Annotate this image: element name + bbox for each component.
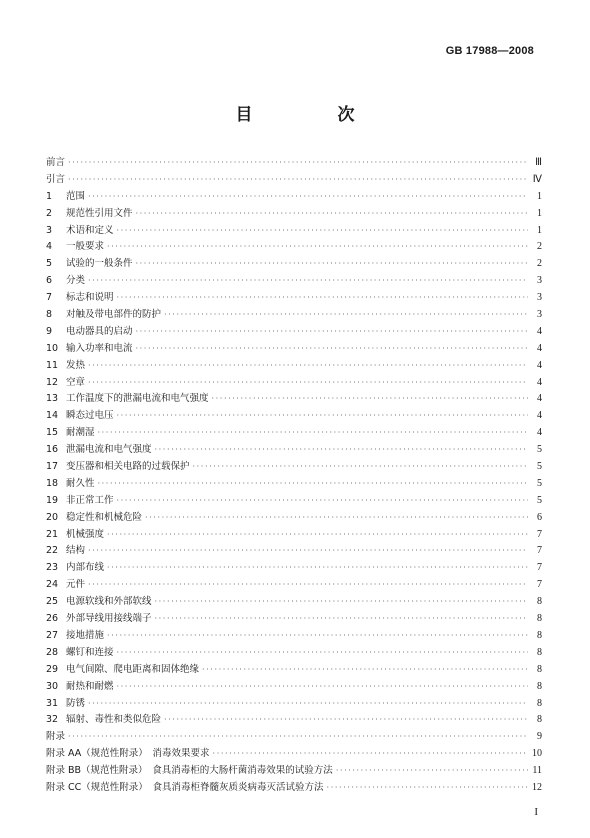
toc-entry-page: 5 xyxy=(537,494,542,506)
toc-entry-page: 11 xyxy=(532,765,542,777)
dot-leader xyxy=(88,375,528,392)
toc-entry-title: 发热 xyxy=(66,359,86,371)
toc-entry-title: 附录 AA（规范性附录） 消毒效果要求 xyxy=(46,748,210,760)
toc-entry-title: 瞬态过电压 xyxy=(66,410,114,422)
toc-entry-title: 电源软线和外部软线 xyxy=(66,596,152,608)
toc-entry-title: 附录 CC（规范性附录） 食具消毒柜脊髓灰质炎病毒灭活试验方法 xyxy=(46,781,324,793)
dot-leader xyxy=(155,611,528,628)
dot-leader xyxy=(327,780,528,797)
toc-entry-title: 输入功率和电流 xyxy=(66,342,133,354)
dot-leader xyxy=(136,206,528,223)
toc-entry-page: 4 xyxy=(537,342,542,354)
toc-entry-title: 结构 xyxy=(66,545,86,557)
dot-leader xyxy=(145,510,528,527)
toc-entry-number: 8 xyxy=(46,309,53,321)
toc-entry-page: 4 xyxy=(537,359,542,371)
toc-entry[interactable] xyxy=(46,307,542,324)
toc-entry-page: 9 xyxy=(537,731,542,743)
toc-entry-page: 12 xyxy=(532,781,542,793)
toc-entry-title: 工作温度下的泄漏电流和电气强度 xyxy=(66,393,209,405)
toc-entry[interactable] xyxy=(46,256,542,273)
toc-entry-number: 3 xyxy=(46,224,53,236)
toc-entry-page: Ⅳ xyxy=(532,173,542,185)
toc-entry-number: 12 xyxy=(46,376,59,388)
toc-entry-number: 14 xyxy=(46,410,59,422)
toc-entry-title: 电气间隙、爬电距离和固体绝缘 xyxy=(66,663,200,675)
toc-entry-page: 4 xyxy=(537,410,542,422)
toc-entry-title: 稳定性和机械危险 xyxy=(66,511,143,523)
toc-entry-title: 附录 xyxy=(46,731,66,743)
toc-entry-page: 7 xyxy=(537,545,542,557)
toc-entry-number: 10 xyxy=(46,342,59,354)
toc-entry[interactable] xyxy=(46,172,542,189)
toc-entry[interactable] xyxy=(46,746,542,763)
dot-leader xyxy=(155,594,528,611)
dot-leader xyxy=(202,662,528,679)
toc-entry-page: 1 xyxy=(537,207,542,219)
toc-entry-title: 辐射、毒性和类似危险 xyxy=(66,714,162,726)
toc-entry-number: 17 xyxy=(46,461,59,473)
dot-leader xyxy=(164,712,528,729)
toc-entry-page: 7 xyxy=(537,528,542,540)
toc-entry-page: 8 xyxy=(537,714,542,726)
toc-entry[interactable] xyxy=(46,560,542,577)
dot-leader xyxy=(136,324,528,341)
toc-entry-number: 28 xyxy=(46,646,59,658)
toc-entry-title: 外部导线用接线端子 xyxy=(66,613,152,625)
toc-entry[interactable] xyxy=(46,662,542,679)
toc-entry-title: 一般要求 xyxy=(66,241,105,253)
dot-leader xyxy=(107,560,528,577)
dot-leader xyxy=(88,543,528,560)
toc-entry[interactable] xyxy=(46,206,542,223)
toc-entry-title: 非正常工作 xyxy=(66,494,114,506)
toc-entry-page: 3 xyxy=(537,309,542,321)
toc-entry-title: 标志和说明 xyxy=(66,292,114,304)
toc-entry-number: 9 xyxy=(46,325,53,337)
page-number: I xyxy=(534,806,538,818)
toc-entry[interactable] xyxy=(46,780,542,797)
toc-entry-page: 8 xyxy=(537,629,542,641)
toc-entry-page: 6 xyxy=(537,511,542,523)
dot-leader xyxy=(117,290,528,307)
toc-entry-title: 附录 BB（规范性附录） 食具消毒柜的大肠杆菌消毒效果的试验方法 xyxy=(46,765,333,777)
toc-entry-title: 试验的一般条件 xyxy=(66,258,133,270)
toc-entry[interactable] xyxy=(46,645,542,662)
toc-entry-page: 10 xyxy=(532,748,542,760)
dot-leader xyxy=(136,341,528,358)
toc-entry[interactable] xyxy=(46,679,542,696)
toc-entry[interactable] xyxy=(46,611,542,628)
toc-entry-page: 1 xyxy=(537,224,542,236)
toc-entry[interactable] xyxy=(46,696,542,713)
toc-entry-title: 电动器具的启动 xyxy=(66,325,133,337)
dot-leader xyxy=(117,223,528,240)
toc-entry[interactable] xyxy=(46,493,542,510)
dot-leader xyxy=(213,746,528,763)
toc-entry-page: Ⅲ xyxy=(535,157,542,168)
toc-entry-title: 对触及带电部件的防护 xyxy=(66,309,162,321)
toc-entry-page: 3 xyxy=(537,275,542,287)
toc-entry-title: 耐久性 xyxy=(66,477,95,489)
dot-leader xyxy=(88,358,528,375)
toc-entry-title: 元件 xyxy=(66,579,86,591)
toc-entry[interactable] xyxy=(46,273,542,290)
toc-entry-page: 5 xyxy=(537,461,542,473)
toc-title: 目 次 xyxy=(235,105,389,125)
dot-leader xyxy=(88,577,528,594)
dot-leader xyxy=(88,696,528,713)
dot-leader xyxy=(193,459,528,476)
toc-entry-title: 空章 xyxy=(66,376,86,388)
toc-entry-number: 32 xyxy=(46,714,59,726)
toc-entry-page: 1 xyxy=(537,190,542,202)
toc-entry-title: 术语和定义 xyxy=(66,224,114,236)
toc-entry-number: 4 xyxy=(46,241,53,253)
toc-entry[interactable] xyxy=(46,341,542,358)
toc-entry[interactable] xyxy=(46,712,542,729)
toc-entry-number: 15 xyxy=(46,427,59,439)
dot-leader xyxy=(68,155,528,172)
toc-entry-title: 接地措施 xyxy=(66,629,105,641)
toc-entry[interactable] xyxy=(46,510,542,527)
toc-entry-number: 21 xyxy=(46,528,59,540)
toc-entry[interactable] xyxy=(46,408,542,425)
toc-entry-page: 2 xyxy=(537,258,542,270)
toc-entry[interactable] xyxy=(46,290,542,307)
dot-leader xyxy=(164,307,528,324)
dot-leader xyxy=(68,729,528,746)
toc-entry[interactable] xyxy=(46,358,542,375)
toc-entry-number: 23 xyxy=(46,562,59,574)
toc-entry-page: 7 xyxy=(537,562,542,574)
toc-entry-number: 22 xyxy=(46,545,59,557)
dot-leader xyxy=(117,679,528,696)
dot-leader xyxy=(88,189,528,206)
dot-leader xyxy=(107,527,528,544)
toc-entry[interactable] xyxy=(46,594,542,611)
toc-entry-title: 分类 xyxy=(66,275,86,287)
toc-entry[interactable] xyxy=(46,543,542,560)
dot-leader xyxy=(117,493,528,510)
toc-entry-number: 24 xyxy=(46,579,59,591)
toc-entry-page: 7 xyxy=(537,579,542,591)
toc-entry-number: 6 xyxy=(46,275,53,287)
toc-entry-page: 4 xyxy=(537,393,542,405)
toc-entry-number: 29 xyxy=(46,663,59,675)
toc-entry-title: 防锈 xyxy=(66,697,86,709)
toc-entry[interactable] xyxy=(46,442,542,459)
toc-entry-title: 机械强度 xyxy=(66,528,105,540)
toc-entry-page: 4 xyxy=(537,427,542,439)
toc-entry-number: 19 xyxy=(46,494,59,506)
table-of-contents xyxy=(46,155,542,797)
toc-entry-page: 4 xyxy=(537,325,542,337)
toc-entry-number: 20 xyxy=(46,511,59,523)
toc-entry-number: 7 xyxy=(46,292,53,304)
toc-entry-title: 耐热和耐燃 xyxy=(66,680,114,692)
toc-entry-number: 2 xyxy=(46,207,53,219)
toc-entry-title: 规范性引用文件 xyxy=(66,207,133,219)
toc-entry-number: 13 xyxy=(46,393,59,405)
dot-leader xyxy=(336,763,528,780)
toc-entry[interactable] xyxy=(46,324,542,341)
dot-leader xyxy=(107,628,528,645)
toc-entry[interactable] xyxy=(46,459,542,476)
toc-entry-page: 8 xyxy=(537,663,542,675)
toc-entry-title: 耐潮湿 xyxy=(66,427,95,439)
dot-leader xyxy=(155,442,528,459)
toc-entry-page: 4 xyxy=(537,376,542,388)
toc-entry-number: 5 xyxy=(46,258,53,270)
toc-entry-number: 1 xyxy=(46,190,53,202)
toc-entry-number: 30 xyxy=(46,680,59,692)
toc-entry-title: 引言 xyxy=(46,173,66,185)
toc-entry-page: 5 xyxy=(537,444,542,456)
toc-entry-page: 5 xyxy=(537,477,542,489)
dot-leader xyxy=(117,408,528,425)
toc-entry[interactable] xyxy=(46,577,542,594)
dot-leader xyxy=(88,273,528,290)
toc-entry-number: 18 xyxy=(46,477,59,489)
toc-entry-page: 8 xyxy=(537,697,542,709)
toc-entry[interactable] xyxy=(46,476,542,493)
toc-entry[interactable] xyxy=(46,425,542,442)
toc-entry[interactable] xyxy=(46,223,542,240)
toc-entry-page: 8 xyxy=(537,613,542,625)
toc-entry-title: 前言 xyxy=(46,157,66,168)
toc-entry-page: 3 xyxy=(537,292,542,304)
toc-entry-title: 变压器和相关电路的过载保护 xyxy=(66,461,190,473)
toc-entry-title: 泄漏电流和电气强度 xyxy=(66,444,152,456)
dot-leader xyxy=(117,645,528,662)
toc-entry[interactable] xyxy=(46,189,542,206)
toc-entry[interactable] xyxy=(46,628,542,645)
toc-entry-title: 内部布线 xyxy=(66,562,105,574)
toc-entry[interactable] xyxy=(46,155,542,172)
toc-entry-number: 25 xyxy=(46,596,59,608)
toc-entry-page: 8 xyxy=(537,680,542,692)
toc-entry-number: 31 xyxy=(46,697,59,709)
toc-entry-title: 范围 xyxy=(66,190,86,202)
dot-leader xyxy=(68,172,528,189)
toc-entry-number: 27 xyxy=(46,629,59,641)
dot-leader xyxy=(98,476,528,493)
toc-entry[interactable] xyxy=(46,239,542,256)
toc-entry[interactable] xyxy=(46,763,542,780)
toc-entry-title: 螺钉和连接 xyxy=(66,646,114,658)
toc-entry[interactable] xyxy=(46,375,542,392)
toc-entry-page: 8 xyxy=(537,646,542,658)
toc-entry-number: 11 xyxy=(46,359,59,371)
dot-leader xyxy=(212,391,528,408)
toc-entry[interactable] xyxy=(46,391,542,408)
toc-entry-number: 16 xyxy=(46,444,59,456)
toc-entry[interactable] xyxy=(46,527,542,544)
toc-entry[interactable] xyxy=(46,729,542,746)
toc-entry-page: 2 xyxy=(537,241,542,253)
dot-leader xyxy=(98,425,528,442)
toc-entry-number: 26 xyxy=(46,613,59,625)
standard-code: GB 17988—2008 xyxy=(445,45,534,57)
dot-leader xyxy=(107,239,528,256)
dot-leader xyxy=(136,256,528,273)
toc-entry-page: 8 xyxy=(537,596,542,608)
